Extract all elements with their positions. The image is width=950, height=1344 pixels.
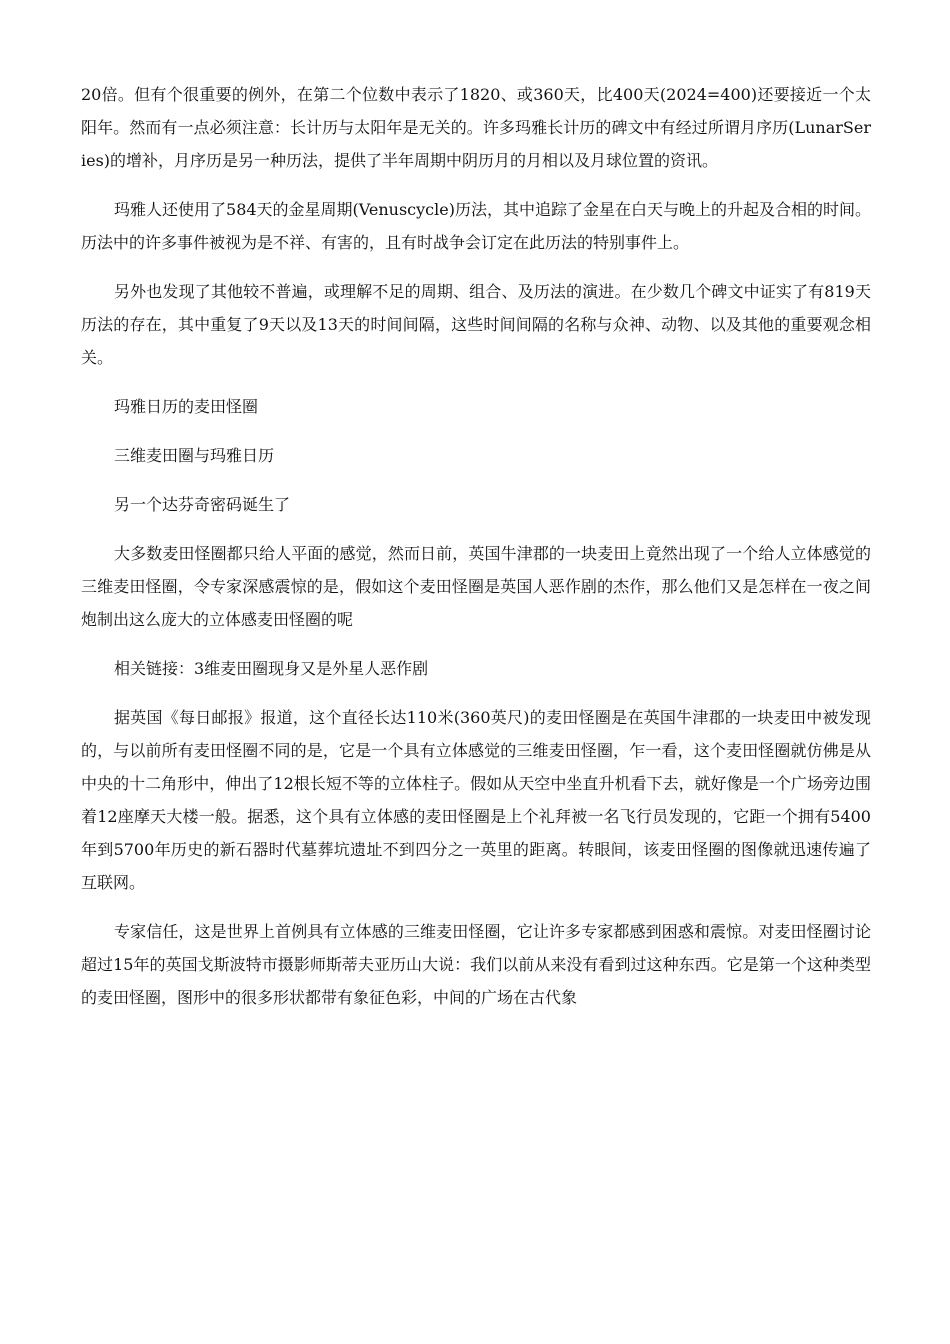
related-link-text: 相关链接：3维麦田圈现身又是外星人恶作剧 — [114, 659, 429, 678]
heading-da-vinci-code: 另一个达芬奇密码诞生了 — [114, 495, 291, 514]
paragraph-3d-crop-circle-intro: 大多数麦田怪圈都只给人平面的感觉，然而日前，英国牛津郡的一块麦田上竟然出现了一个给人立体感觉的三维麦田怪圈，令专家深感震惊的是，假如这个麦田怪圈是英国人恶作剧的杰作，那么他们又是怎样在一夜之间炮制出这么庞大的立体感麦田怪圈的呢 — [81, 544, 871, 629]
document-body — [81, 78, 871, 1030]
paragraph-venus-cycle: 玛雅人还使用了584天的金星周期(Venuscycle)历法，其中追踪了金星在白天与晚上的升起及合相的时间。历法中的许多事件被视为是不祥、有害的，且有时战争会订定在此历法的特别事件上。 — [81, 200, 871, 252]
paragraph-expert-opinion: 专家信任，这是世界上首例具有立体感的三维麦田怪圈，它让许多专家都感到困惑和震惊。对麦田怪圈讨论超过15年的英国戈斯波特市摄影师斯蒂夫亚历山大说：我们以前从来没有看到过这种东西。它是第一个这种类型的麦田怪圈，图形中的很多形状都带有象征色彩，中间的广场在古代象 — [81, 922, 871, 1007]
paragraph-daily-mail-report: 据英国《每日邮报》报道，这个直径长达110米(360英尺)的麦田怪圈是在英国牛津郡的一块麦田中被发现的，与以前所有麦田怪圈不同的是，它是一个具有立体感觉的三维麦田怪圈，乍一看，这个麦田怪圈就仿佛是从中央的十二角形中，伸出了12根长短不等的立体柱子。假如从天空中坐直升机看下去，就好像是一个广场旁边围着12座摩天大楼一般。据悉，这个具有立体感的麦田怪圈是上个礼拜被一名飞行员发现的，它距一个拥有5400年到5700年历史的新石器时代墓葬坑遗址不到四分之一英里的距离。转眼间，该麦田怪圈的图像就迅速传遍了互联网。 — [81, 708, 871, 892]
paragraph-calendar-exception: 20倍。但有个很重要的例外，在第二个位数中表示了1820、或360天，比400天(2024=400)还要接近一个太阳年。然而有一点必须注意：长计历与太阳年是无关的。许多玛雅长计历的碑文中有经过所谓月序历(LunarSeries)的增补，月序历是另一种历法，提供了半年周期中阴历月的月相以及月球位置的资讯。 — [81, 85, 871, 170]
heading-maya-crop-circle: 玛雅日历的麦田怪圈 — [114, 397, 259, 416]
paragraph-other-cycles: 另外也发现了其他较不普遍，或理解不足的周期、组合、及历法的演进。在少数几个碑文中证实了有819天历法的存在，其中重复了9天以及13天的时间间隔，这些时间间隔的名称与众神、动物、以及其他的重要观念相关。 — [81, 282, 871, 367]
heading-3d-crop-circle: 三维麦田圈与玛雅日历 — [114, 446, 275, 465]
